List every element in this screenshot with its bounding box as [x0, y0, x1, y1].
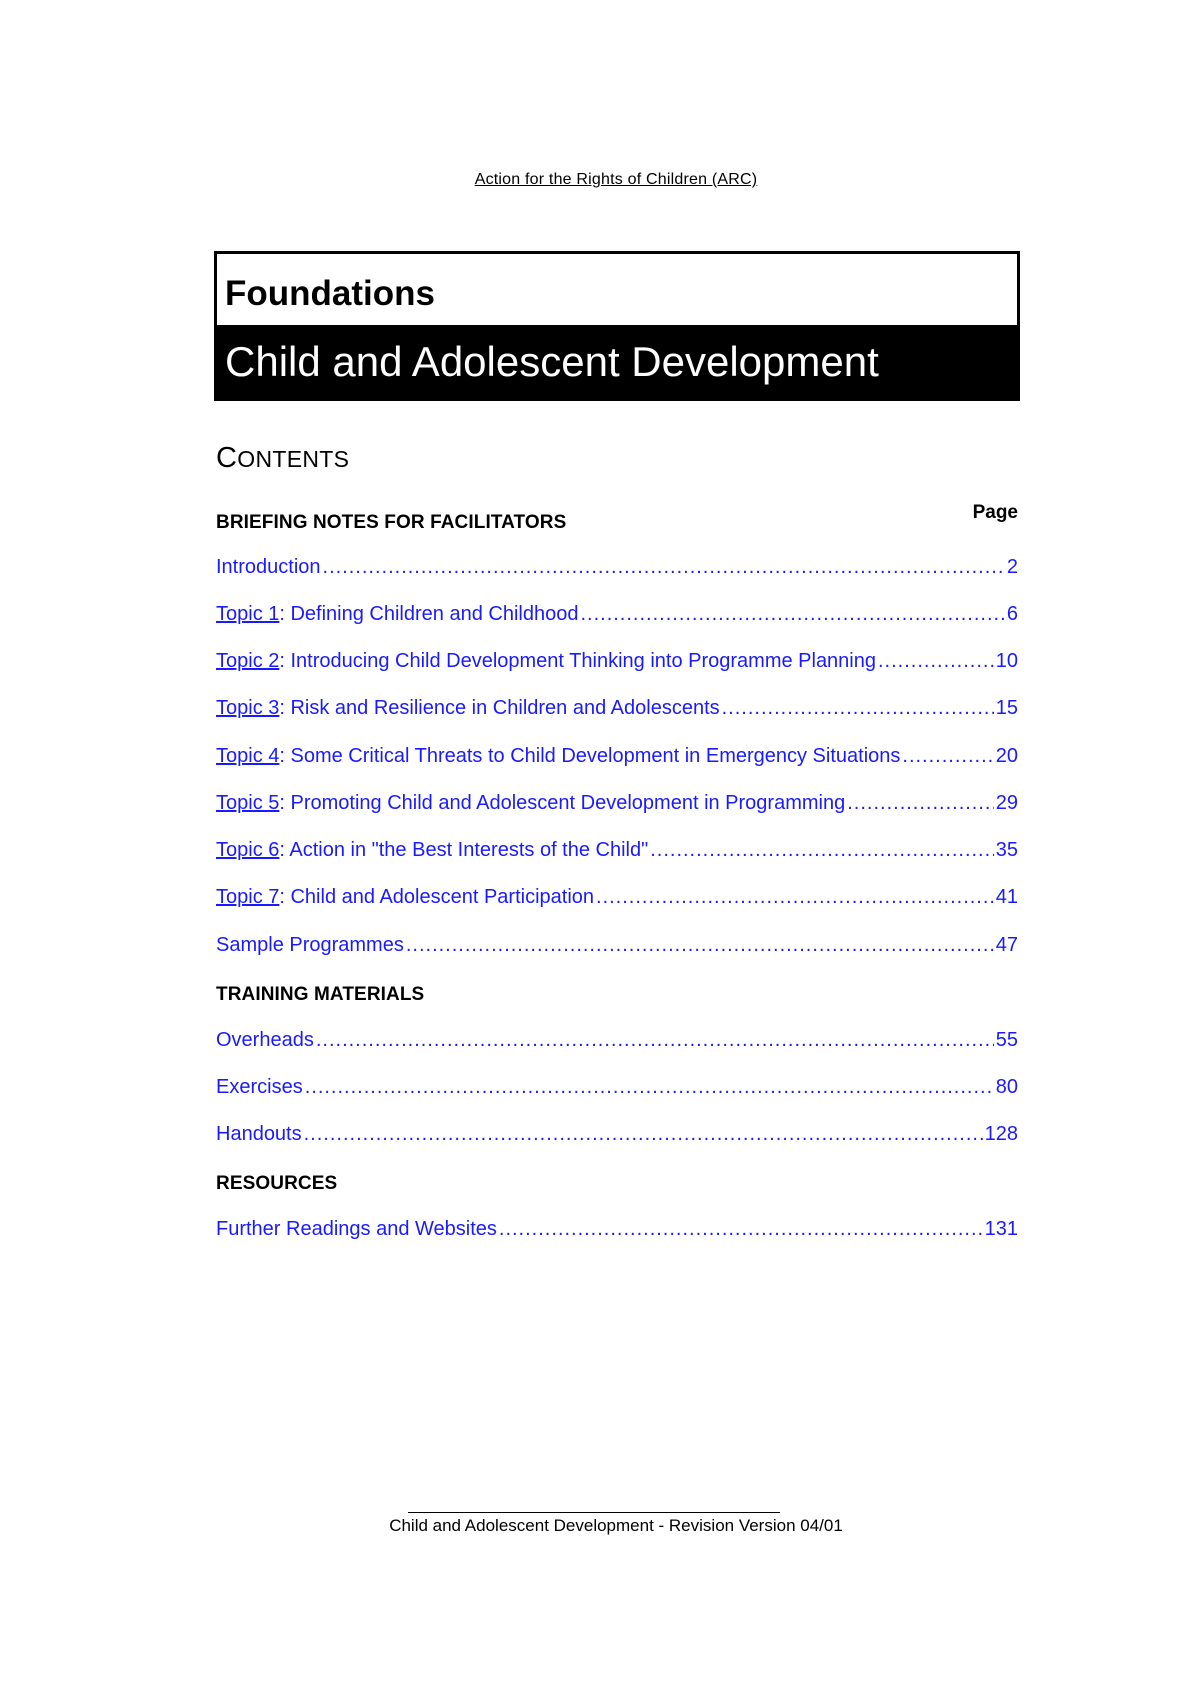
dot-leader — [323, 556, 1005, 579]
toc-entry-title: : Child and Adolescent Participation — [279, 886, 595, 908]
toc-entry-sample-programmes[interactable] — [216, 934, 1018, 960]
toc-entry-title: Introduction — [216, 556, 321, 578]
toc-page-number: 47 — [995, 934, 1018, 956]
toc-entry-title: Exercises — [216, 1076, 303, 1098]
contents-heading-rest: ONTENTS — [237, 446, 350, 472]
toc-entry-exercises[interactable] — [216, 1076, 1018, 1102]
title-box — [214, 251, 1020, 401]
toc-page-number: 6 — [1006, 603, 1018, 625]
toc-entry-topic-7[interactable] — [216, 886, 1018, 912]
toc-entry-title: Overheads — [216, 1029, 314, 1051]
dot-leader — [902, 745, 993, 768]
dot-leader — [316, 1029, 994, 1052]
toc-entry-title: : Defining Children and Childhood — [279, 603, 579, 625]
topic-6-link[interactable]: Topic 6 — [216, 839, 280, 861]
page-column-label: Page — [972, 502, 1018, 523]
running-footer: Child and Adolescent Development - Revision Version 04/01 — [389, 1516, 843, 1535]
toc-page-number: 131 — [984, 1218, 1018, 1240]
toc-entry-topic-3[interactable] — [216, 697, 1018, 723]
toc-entry-title: : Risk and Resilience in Children and Adolescents — [279, 697, 720, 719]
toc-page-number: 41 — [995, 886, 1018, 908]
module-title: Child and Adolescent Development — [217, 325, 1017, 398]
toc-page-number: 2 — [1006, 556, 1018, 578]
toc-page-number: 15 — [995, 697, 1018, 719]
toc-entry-introduction[interactable] — [216, 556, 1018, 582]
toc-entry-topic-2[interactable] — [216, 650, 1018, 676]
toc-entry-handouts[interactable] — [216, 1123, 1018, 1149]
toc-page-number: 55 — [995, 1029, 1018, 1051]
dot-leader — [722, 697, 994, 720]
toc-entry-topic-5[interactable] — [216, 792, 1018, 818]
topic-4-link[interactable]: Topic 4 — [216, 745, 280, 767]
topic-5-link[interactable]: Topic 5 — [216, 792, 280, 814]
toc-entry-topic-4[interactable] — [216, 745, 1018, 771]
dot-leader — [878, 650, 994, 673]
contents-heading-initial: C — [216, 442, 238, 474]
toc-entry-title: : Action in "the Best Interests of the Child" — [279, 839, 649, 861]
dot-leader — [596, 886, 994, 909]
topic-1-link[interactable]: Topic 1 — [216, 603, 280, 625]
toc-entry-title: Further Readings and Websites — [216, 1218, 497, 1240]
footer-divider — [408, 1512, 780, 1513]
toc-entry-topic-6[interactable] — [216, 839, 1018, 865]
toc-entry-title: Handouts — [216, 1123, 302, 1145]
dot-leader — [847, 792, 994, 815]
toc-page-number: 20 — [995, 745, 1018, 767]
toc-page-number: 10 — [995, 650, 1018, 672]
toc-entry-title: : Some Critical Threats to Child Development in Emergency Situations — [279, 745, 901, 767]
dot-leader — [305, 1076, 994, 1099]
section-heading-training: TRAINING MATERIALS — [216, 984, 425, 1005]
dot-leader — [580, 603, 1004, 626]
section-heading-resources: RESOURCES — [216, 1173, 338, 1194]
toc-entry-further-readings[interactable] — [216, 1218, 1018, 1244]
toc-page-number: 80 — [995, 1076, 1018, 1098]
toc-entry-title: : Introducing Child Development Thinking into Programme Planning — [279, 650, 876, 672]
toc-entry-topic-1[interactable] — [216, 603, 1018, 629]
dot-leader — [650, 839, 994, 862]
topic-3-link[interactable]: Topic 3 — [216, 697, 280, 719]
toc-page-number: 35 — [995, 839, 1018, 861]
dot-leader — [304, 1123, 983, 1146]
toc-page-number: 29 — [995, 792, 1018, 814]
toc-entry-title: : Promoting Child and Adolescent Development in Programming — [279, 792, 846, 814]
dot-leader — [406, 934, 994, 957]
toc-page-number: 128 — [984, 1123, 1018, 1145]
running-header: Action for the Rights of Children (ARC) — [474, 171, 758, 188]
contents-heading — [216, 442, 349, 475]
toc-entry-title: Sample Programmes — [216, 934, 404, 956]
dot-leader — [499, 1218, 983, 1241]
series-title: Foundations — [217, 254, 1017, 325]
topic-7-link[interactable]: Topic 7 — [216, 886, 280, 908]
toc-entry-overheads[interactable] — [216, 1029, 1018, 1055]
topic-2-link[interactable]: Topic 2 — [216, 650, 280, 672]
section-heading-briefing: BRIEFING NOTES FOR FACILITATORS — [216, 512, 567, 533]
